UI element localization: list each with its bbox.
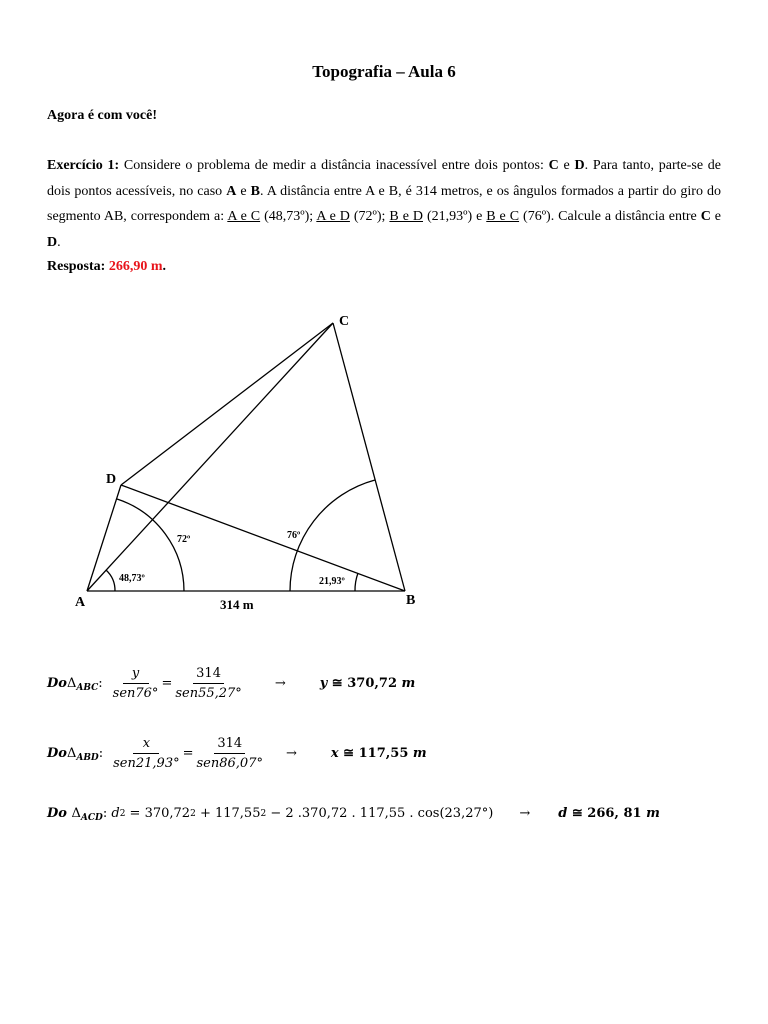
eq2-res-var: x xyxy=(330,746,339,761)
eq3-sub: ACD xyxy=(80,812,103,823)
triangle-diagram xyxy=(0,300,768,620)
exercise-text-3: . A distância entre A e B, é 314 metros, e os ângulos formados a partir do giro do segmento AB, correspondem a: xyxy=(47,183,721,224)
eq1-res-var: y xyxy=(319,676,328,691)
point-d-2: D xyxy=(47,234,58,250)
eq1-res-val: 370,72 xyxy=(347,676,402,691)
eq3-res-val: 266, 81 xyxy=(587,806,647,821)
eq3-res-var: d xyxy=(558,806,568,821)
equation-abc xyxy=(47,666,415,701)
eq3-lhs-exp: 2 xyxy=(119,808,126,819)
eq3-label: Do xyxy=(47,806,72,821)
segment-bd xyxy=(121,485,405,591)
eq3-lhs: d xyxy=(111,806,120,821)
arc-angle-bd xyxy=(355,573,358,591)
angle-ac-text: (48,73º); xyxy=(260,209,317,224)
exercise-text-e2: e xyxy=(236,183,251,199)
segment-ad xyxy=(87,485,121,591)
eq1-den1: sen76° xyxy=(112,686,159,701)
exercise-text-1: Considere o problema de medir a distância inacessível entre dois pontos: xyxy=(119,158,549,173)
point-d: D xyxy=(574,158,585,173)
eq1-fraction-2 xyxy=(175,666,241,701)
eq2-delta: Δ xyxy=(66,746,77,761)
eq3-result xyxy=(558,806,660,821)
eq3-res-op: ≅ xyxy=(567,806,588,821)
angle-bc-text: (76º). Calcule a distância entre xyxy=(519,209,701,224)
arc-angle-ac xyxy=(106,570,115,591)
eq2-label: Do xyxy=(47,746,67,761)
eq2-den2: sen86,07° xyxy=(196,756,263,771)
eq3-colon: : xyxy=(102,806,108,821)
eq2-num1: x xyxy=(133,736,159,754)
eq2-sub: ABD xyxy=(76,752,99,763)
eq1-num1: y xyxy=(123,666,149,684)
answer-value: 266,90 m xyxy=(108,259,163,274)
eq1-equals: = xyxy=(161,676,173,691)
intro-text: Agora é com você! xyxy=(47,108,158,123)
point-c: C xyxy=(548,158,559,173)
eq1-res-unit: m xyxy=(401,676,416,691)
eq2-res-unit: m xyxy=(412,746,427,761)
segment-bc xyxy=(333,323,405,591)
vertex-label-c: C xyxy=(339,314,350,329)
segment-cd xyxy=(121,323,333,485)
eq1-result xyxy=(320,676,416,691)
pair-b-c: B e C xyxy=(486,209,520,224)
eq1-fraction-1 xyxy=(113,666,159,701)
eq3-term1-exp: 2 xyxy=(190,808,196,819)
exercise-label: Exercício 1: xyxy=(47,158,120,173)
pair-a-c: A e C xyxy=(227,209,261,224)
angle-label-bc: 76º xyxy=(287,530,301,541)
angle-bd-text: (21,93º) e xyxy=(423,209,487,224)
angle-label-ac: 48,73º xyxy=(119,573,145,584)
point-c-2: C xyxy=(700,209,711,224)
angle-ad-text: (72º); xyxy=(349,209,390,224)
eq3-equals: = xyxy=(125,806,145,821)
eq2-equals: = xyxy=(182,746,194,761)
eq2-num2: 314 xyxy=(214,736,245,754)
eq2-den1: sen21,93° xyxy=(113,756,180,771)
eq2-colon: : xyxy=(98,746,104,761)
point-b: B xyxy=(250,183,260,199)
eq3-delta: Δ xyxy=(71,806,81,821)
eq2-fraction-2 xyxy=(197,736,263,771)
exercise-1-text xyxy=(47,153,721,255)
vertex-label-a: A xyxy=(75,595,86,610)
pair-a-d: A e D xyxy=(316,209,350,224)
eq3-term3: − 2 .370,72 . 117,55 . cos(23,27°) xyxy=(266,806,494,821)
eq3-res-unit: m xyxy=(646,806,660,821)
answer xyxy=(47,259,166,275)
answer-label: Resposta: xyxy=(47,259,109,274)
vertex-label-d: D xyxy=(106,472,117,487)
eq3-arrow: → xyxy=(519,806,531,821)
eq2-fraction-1 xyxy=(113,736,179,771)
pair-b-d: B e D xyxy=(389,209,423,224)
eq2-res-val: 117,55 xyxy=(358,746,413,761)
eq1-num2: 314 xyxy=(193,666,224,684)
eq3-term2: + 117,55 xyxy=(195,806,261,821)
arc-angle-bc xyxy=(290,480,375,591)
eq1-sub: ABC xyxy=(76,682,99,693)
exercise-text-end: . xyxy=(57,234,61,250)
distance-label: 314 m xyxy=(220,597,254,612)
eq2-result xyxy=(331,746,427,761)
eq1-res-op: ≅ xyxy=(327,676,348,691)
eq1-colon: : xyxy=(98,676,103,691)
angle-label-ad: 72º xyxy=(177,534,191,545)
eq2-res-op: ≅ xyxy=(338,746,359,761)
eq1-label: Do xyxy=(47,676,67,691)
angle-label-bd: 21,93º xyxy=(319,576,345,587)
page-title: Topografia – Aula 6 xyxy=(312,62,456,81)
exercise-text-2: . Para tanto, parte-se de dois pontos acessíveis, no caso xyxy=(47,158,722,199)
eq1-delta: Δ xyxy=(66,676,77,691)
answer-dot: . xyxy=(162,259,167,274)
eq2-arrow: → xyxy=(285,746,297,761)
equation-abd xyxy=(47,736,427,771)
eq3-term1: 370,72 xyxy=(144,806,191,821)
exercise-text-e1: e xyxy=(558,158,575,173)
eq1-den2: sen55,27° xyxy=(175,686,242,701)
eq3-term2-exp: 2 xyxy=(260,808,267,819)
point-a: A xyxy=(226,183,237,199)
exercise-text-e3: e xyxy=(710,209,722,224)
equation-acd xyxy=(47,806,660,821)
eq1-arrow: → xyxy=(274,676,286,691)
vertex-label-b: B xyxy=(406,593,416,608)
